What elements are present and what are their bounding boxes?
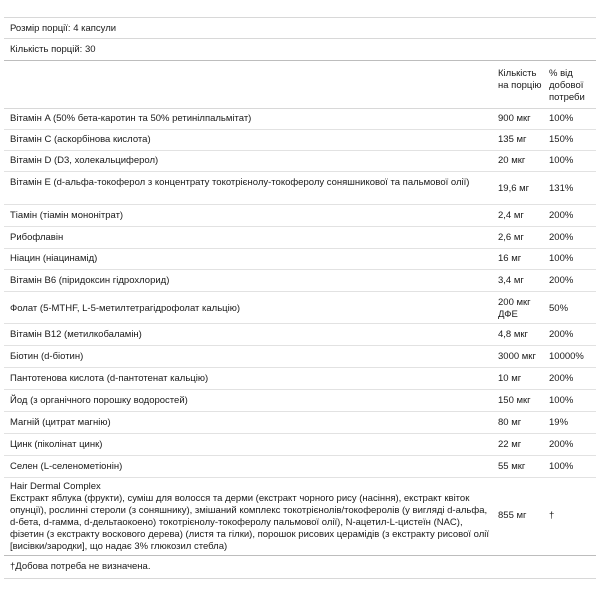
- nutrient-amount: 55 мкг: [498, 461, 526, 472]
- nutrient-dv: 100%: [549, 461, 574, 472]
- complex-amount: 855 мг: [498, 510, 527, 521]
- nutrient-amount: 135 мг: [498, 134, 527, 145]
- nutrient-dv: 19%: [549, 417, 569, 428]
- servings-per-container: Кількість порцій: 30: [10, 44, 96, 55]
- nutrient-amount: 80 мг: [498, 417, 522, 428]
- nutrient-name: Вітамін A (50% бета-каротин та 50% ретинілпальмітат): [10, 113, 252, 124]
- nutrient-dv: 100%: [549, 155, 574, 166]
- complex-title: Hair Dermal Complex: [10, 481, 101, 492]
- nutrient-dv: 200%: [549, 373, 574, 384]
- nutrient-name: Біотин (d-біотин): [10, 351, 84, 362]
- divider: [4, 555, 596, 556]
- divider: [4, 108, 596, 109]
- nutrient-name: Вітамін B6 (піридоксин гідрохлорид): [10, 275, 170, 286]
- nutrient-amount: 150 мкг: [498, 395, 531, 406]
- nutrient-amount: 22 мг: [498, 439, 522, 450]
- nutrient-amount: 3000 мкг: [498, 351, 536, 362]
- nutrient-name: Вітамін E (d-альфа-токоферол з концентрату токотрієнолу-токоферолу соняшникової та пальмової олії): [10, 177, 470, 188]
- nutrient-dv: 10000%: [549, 351, 584, 362]
- nutrient-name: Пантотенова кислота (d-пантотенат кальцію): [10, 373, 209, 384]
- complex-dv: †: [549, 510, 555, 521]
- nutrient-dv: 50%: [549, 303, 569, 314]
- nutrient-amount: 4,8 мкг: [498, 329, 528, 340]
- nutrient-dv: 100%: [549, 113, 574, 124]
- nutrient-name: Ніацин (ніацинамід): [10, 253, 98, 264]
- nutrient-amount: 10 мг: [498, 373, 522, 384]
- nutrient-name: Вітамін C (аскорбінова кислота): [10, 134, 151, 145]
- amount-header: Кількість на порцію: [498, 68, 542, 91]
- nutrient-name: Йод (з органічного порошку водоростей): [10, 395, 188, 406]
- complex-description: Екстракт яблука (фрукти), суміш для волосся та дерми (екстракт чорного рису (насіння), екстракт квіток опунції), рослинні стероли (з соняшнику), змішаний комплекс токотрієнолів/токоферолів (у вигляді d-альфа, d-бета, d-гамма, d-дельтаокоено) токотрієнолу-токоферолу пальмової олії), N-ацетил-L-цистеїн (NAC), фізетин (з екстракту воскового дерева) (листя та гілки), порошок рисових церамідів (з екстракту рисової олії [висівки/зародки], що надає 3% глюкозил стебла): [10, 493, 490, 552]
- divider: [4, 17, 596, 18]
- nutrient-name: Вітамін D (D3, холекальциферол): [10, 155, 159, 166]
- nutrient-dv: 200%: [549, 232, 574, 243]
- divider: [4, 578, 596, 579]
- nutrient-amount: 20 мкг: [498, 155, 526, 166]
- nutrient-amount: 3,4 мг: [498, 275, 524, 286]
- divider: [4, 38, 596, 39]
- divider: [4, 60, 596, 61]
- serving-size: Розмір порції: 4 капсули: [10, 23, 117, 34]
- percent-header: % від добової потреби: [549, 68, 585, 103]
- nutrient-name: Магній (цитрат магнію): [10, 417, 111, 428]
- nutrient-dv: 200%: [549, 275, 574, 286]
- nutrient-name: Тіамін (тіамін мононітрат): [10, 210, 124, 221]
- nutrient-dv: 200%: [549, 329, 574, 340]
- nutrient-amount: 200 мкг ДФЕ: [498, 297, 531, 320]
- nutrient-dv: 100%: [549, 395, 574, 406]
- footnote: †Добова потреба не визначена.: [10, 561, 151, 572]
- nutrient-amount: 19,6 мг: [498, 183, 530, 194]
- nutrient-name: Рибофлавін: [10, 232, 64, 243]
- nutrient-dv: 200%: [549, 439, 574, 450]
- nutrient-name: Вітамін B12 (метилкобаламін): [10, 329, 142, 340]
- nutrient-amount: 900 мкг: [498, 113, 531, 124]
- nutrient-dv: 150%: [549, 134, 574, 145]
- nutrient-name: Фолат (5-MTHF, L-5-метилтетрагідрофолат кальцію): [10, 303, 241, 314]
- nutrient-dv: 100%: [549, 253, 574, 264]
- nutrient-dv: 200%: [549, 210, 574, 221]
- nutrient-amount: 2,6 мг: [498, 232, 524, 243]
- nutrient-dv: 131%: [549, 183, 574, 194]
- nutrient-amount: 2,4 мг: [498, 210, 524, 221]
- nutrient-name: Цинк (піколінат цинк): [10, 439, 103, 450]
- nutrient-amount: 16 мг: [498, 253, 522, 264]
- nutrient-name: Селен (L-селенометіонін): [10, 461, 123, 472]
